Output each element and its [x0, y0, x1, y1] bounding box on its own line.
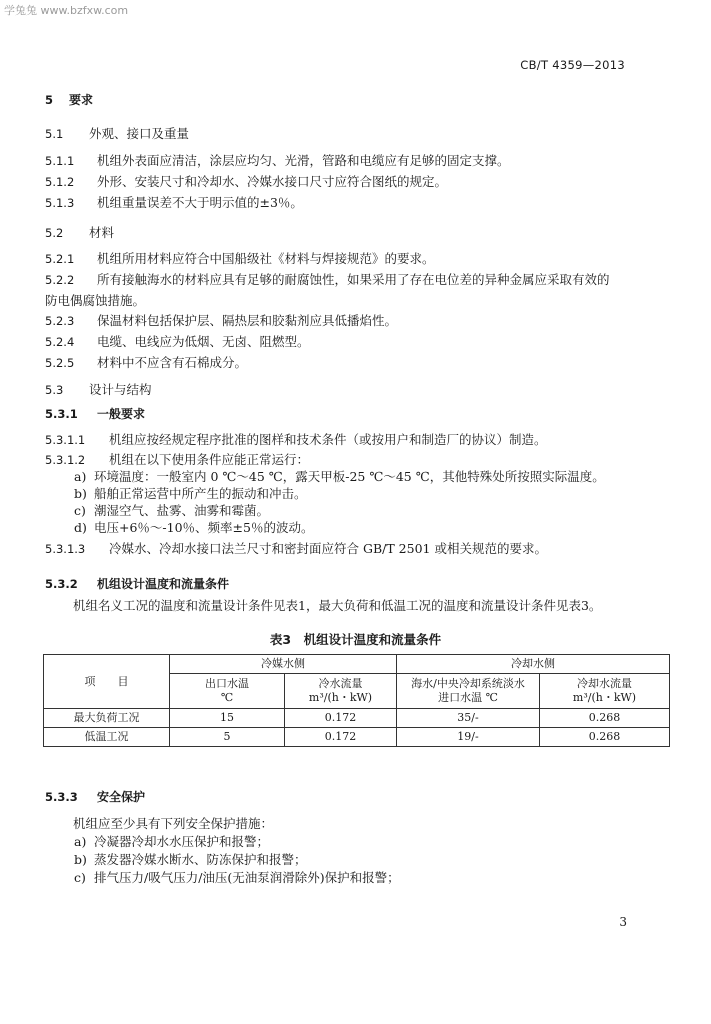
clause-number: 5.3.3: [45, 790, 78, 804]
paragraph: 机组名义工况的温度和流量设计条件见表1，最大负荷和低温工况的温度和流量设计条件见表3。: [73, 598, 602, 613]
subsection-title: 材料: [89, 225, 115, 240]
subsection-heading: [45, 382, 152, 398]
list-item: [74, 503, 269, 519]
section-number: 5: [45, 93, 54, 107]
list-text: 环境温度：一般室内 0 ℃～45 ℃，露天甲板-25 ℃～45 ℃，其他特殊处所按照实际温度。: [94, 469, 605, 484]
section-title: 要求: [69, 93, 94, 107]
clause: [45, 272, 610, 288]
subsection-number: 5.1: [45, 127, 64, 141]
subsection-heading: [45, 126, 189, 142]
list-label: d): [74, 520, 87, 535]
header-text: 出口水温: [205, 677, 249, 690]
list-item: [74, 870, 400, 886]
clause-number: 5.3.2: [45, 577, 78, 591]
subsection-title: 外观、接口及重量: [89, 126, 190, 141]
clause-text: 保温材料包括保护层、隔热层和胶黏剂应具低播焰性。: [97, 313, 398, 328]
clause-number: 5.1.1: [45, 154, 75, 168]
clause-number: 5.1.3: [45, 196, 75, 210]
header-cooling-water-side: 冷却水侧: [397, 655, 670, 674]
clause: [45, 251, 435, 267]
header-text: 海水/中央冷却系统淡水: [411, 677, 525, 690]
table-row: [44, 728, 670, 747]
list-label: a): [74, 834, 87, 849]
header-unit: ℃: [220, 691, 234, 704]
header-unit: m³/(h・kW): [308, 691, 373, 704]
cell-value: 0.268: [540, 709, 670, 728]
clause-number: 5.3.1.1: [45, 433, 86, 447]
clause: [45, 432, 547, 448]
clause-number: 5.2.2: [45, 273, 75, 287]
list-label: a): [74, 469, 87, 484]
clause-number: 5.3.1.2: [45, 453, 86, 467]
clause: [45, 174, 447, 190]
clause-text: 冷媒水、冷却水接口法兰尺寸和密封面应符合 GB/T 2501 或相关规范的要求。: [109, 541, 547, 556]
cell-value: 35/-: [397, 709, 540, 728]
clause-text: 机组外表面应清洁，涂层应均匀、光滑，管路和电缆应有足够的固定支撑。: [97, 153, 510, 168]
list-item: [74, 852, 307, 868]
row-name: 最大负荷工况: [44, 709, 170, 728]
clause: [45, 195, 303, 211]
page-number: 3: [619, 915, 627, 929]
list-text: 冷凝器冷却水水压保护和报警；: [94, 834, 270, 849]
table-caption: 表3 机组设计温度和流量条件: [269, 632, 442, 647]
clause: [45, 153, 510, 169]
clause-title: 安全保护: [97, 790, 146, 804]
clause-number: 5.1.2: [45, 175, 75, 189]
clause: [45, 355, 247, 371]
list-text: 潮湿空气、盐雾、油雾和霉菌。: [94, 503, 270, 518]
clause-number: 5.2.4: [45, 335, 75, 349]
cell-value: 15: [170, 709, 285, 728]
clause: [45, 541, 547, 557]
header-text: 冷却水流量: [577, 677, 632, 690]
clause-heading: [45, 576, 229, 592]
list-text: 电压+6％～-10％、频率±5％的波动。: [94, 520, 314, 535]
list-item: [74, 486, 307, 502]
header-text: 冷水流量: [318, 677, 363, 690]
subsection-title: 设计与结构: [89, 382, 152, 397]
header-unit: m³/(h・kW): [572, 691, 637, 704]
list-text: 船舶正常运营中所产生的振动和冲击。: [94, 486, 307, 501]
clause-text-continued: 防电偶腐蚀措施。: [45, 293, 146, 308]
header-outlet-temp: [170, 674, 285, 709]
header-chilled-flow: [285, 674, 397, 709]
clause: [45, 452, 309, 468]
watermark: 学兔兔 www.bzfxw.com: [4, 4, 129, 17]
list-item: [74, 520, 313, 536]
clause: [45, 334, 310, 350]
clause-text: 外形、安装尺寸和冷却水、冷媒水接口尺寸应符合图纸的规定。: [97, 174, 448, 189]
section-heading: [45, 92, 93, 108]
clause: [45, 313, 397, 329]
header-cooling-flow: [540, 674, 670, 709]
clause-text: 机组所用材料应符合中国船级社《材料与焊接规范》的要求。: [97, 251, 435, 266]
list-label: c): [74, 870, 86, 885]
list-label: b): [74, 486, 87, 501]
paragraph: 机组应至少具有下列安全保护措施：: [73, 816, 274, 831]
clause-title: 一般要求: [97, 407, 146, 421]
subsection-number: 5.3: [45, 383, 64, 397]
header-item: 项 目: [44, 655, 170, 709]
clause-heading: [45, 789, 145, 805]
clause-text: 所有接触海水的材料应具有足够的耐腐蚀性，如果采用了存在电位差的异种金属应采取有效的: [97, 272, 610, 287]
clause-title: 机组设计温度和流量条件: [97, 577, 230, 591]
clause-heading: [45, 406, 145, 422]
cell-value: 5: [170, 728, 285, 747]
clause-text: 电缆、电线应为低烟、无卤、阻燃型。: [97, 334, 310, 349]
header-inlet-temp: [397, 674, 540, 709]
clause-text: 机组在以下使用条件应能正常运行：: [109, 452, 310, 467]
clause-text: 机组应按经规定程序批准的图样和技术条件（或按用户和制造厂的协议）制造。: [109, 432, 547, 447]
standard-code: CB/T 4359—2013: [520, 58, 625, 72]
clause-text: 材料中不应含有石棉成分。: [97, 355, 248, 370]
clause-number: 5.2.1: [45, 252, 75, 266]
row-name: 低温工况: [44, 728, 170, 747]
clause-number: 5.2.5: [45, 356, 75, 370]
list-item: [74, 469, 605, 485]
clause-number: 5.2.3: [45, 314, 75, 328]
cell-value: 0.172: [285, 709, 397, 728]
list-text: 排气压力/吸气压力/油压(无油泵润滑除外)保护和报警；: [94, 870, 400, 885]
clause-text: 机组重量误差不大于明示值的±3％。: [97, 195, 303, 210]
subsection-heading: [45, 225, 114, 241]
cell-value: 0.172: [285, 728, 397, 747]
header-chilled-water-side: 冷媒水侧: [170, 655, 397, 674]
header-unit: 进口水温 ℃: [438, 691, 498, 704]
clause-number: 5.3.1.3: [45, 542, 86, 556]
design-conditions-table: [43, 654, 670, 747]
cell-value: 19/-: [397, 728, 540, 747]
list-label: b): [74, 852, 87, 867]
table-row: [44, 709, 670, 728]
list-label: c): [74, 503, 86, 518]
list-text: 蒸发器冷媒水断水、防冻保护和报警；: [94, 852, 307, 867]
subsection-number: 5.2: [45, 226, 64, 240]
table-header-row: [44, 655, 670, 674]
clause-number: 5.3.1: [45, 407, 78, 421]
cell-value: 0.268: [540, 728, 670, 747]
list-item: [74, 834, 269, 850]
